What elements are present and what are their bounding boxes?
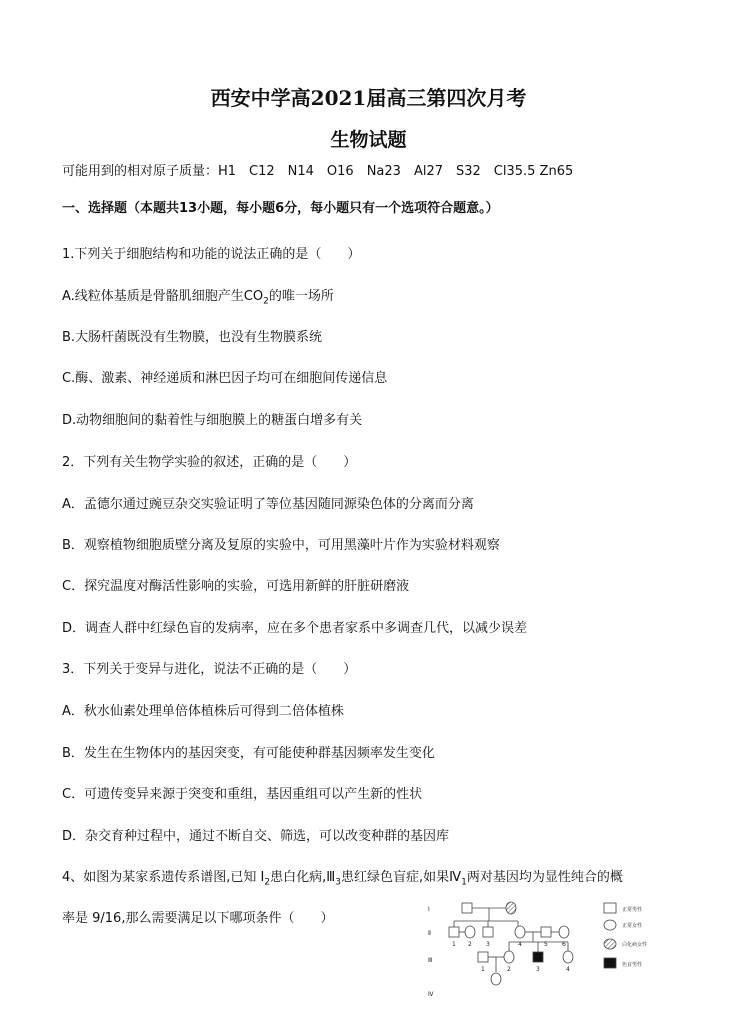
- gen-label-4: Ⅳ: [428, 991, 434, 998]
- q3-option-b: B．发生在生物体内的基因突变，有可能使种群基因频率发生变化: [62, 746, 435, 761]
- legend-normal-female-symbol: [604, 920, 616, 930]
- q4-text-1: 4、如图为某家系遗传系谱图,已知 Ⅰ: [62, 870, 265, 885]
- q1-option-b: B.大肠杆菌既没有生物膜，也没有生物膜系统: [62, 330, 323, 345]
- gen2-num-1: 1: [452, 941, 456, 948]
- q4-sub-2: 3: [335, 877, 341, 888]
- gen3-female-4: [563, 951, 573, 963]
- q4-text-4: 两对基因均为显性纯合的概: [466, 870, 623, 885]
- q1-option-a-text: A.线粒体基质是骨骼肌细胞产生CO: [62, 289, 264, 304]
- q4-stem-line1: [62, 866, 623, 888]
- legend-colorblind-male-symbol: [604, 958, 616, 968]
- gen3-num-4: 4: [566, 966, 570, 973]
- gen2-num-4: 4: [518, 941, 522, 948]
- gen1-male: [462, 903, 472, 913]
- q2-option-c: C．探究温度对酶活性影响的实验，可选用新鲜的肝脏研磨液: [62, 579, 410, 594]
- gen2-male-1: [449, 927, 459, 937]
- gen2-male-5: [541, 927, 551, 937]
- gen-label-1: Ⅰ: [428, 906, 430, 913]
- gen2-num-3: 3: [486, 941, 490, 948]
- q4-stem-line2: 率是 9/16,那么需要满足以下哪项条件（ ）: [62, 911, 334, 926]
- q1-option-a-tail: 的唯一场所: [268, 289, 334, 304]
- gen-label-3: Ⅲ: [428, 957, 433, 964]
- q1-option-d: D.动物细胞间的黏着性与细胞膜上的糖蛋白增多有关: [62, 413, 363, 428]
- gen3-num-1: 1: [481, 966, 485, 973]
- legend-normal-female: 正常女性: [622, 923, 643, 929]
- gen3-colorblind-male-3: [533, 952, 543, 962]
- q1-option-a: [62, 285, 334, 307]
- gen3-num-3: 3: [536, 966, 540, 973]
- gen2-female-6: [559, 926, 569, 938]
- legend-normal-male-symbol: [604, 903, 616, 913]
- exam-subtitle: 生物试题: [330, 129, 407, 151]
- gen2-female-2: [465, 926, 475, 938]
- gen2-male-3: [483, 927, 493, 937]
- section-heading: 一、选择题（本题共13小题，每小题6分，每小题只有一个选项符合题意。）: [62, 201, 499, 216]
- q3-stem: 3．下列关于变异与进化，说法不正确的是（ ）: [62, 662, 357, 677]
- q4-sub-3: 1: [461, 877, 467, 888]
- q4-text-3: 患红绿色盲症,如果Ⅳ: [340, 870, 462, 885]
- q2-option-b: B．观察植物细胞质壁分离及复原的实验中，可用黑藻叶片作为实验材料观察: [62, 538, 500, 553]
- gen3-female-2: [504, 951, 514, 963]
- legend-colorblind-male: 色盲男性: [622, 962, 643, 968]
- q1-option-c: C.酶、激素、神经递质和淋巴因子均可在细胞间传递信息: [62, 371, 388, 386]
- q1-option-a-sub: 2: [263, 296, 269, 307]
- atomic-masses: 可能用到的相对原子质量：H1 C12 N14 O16 Na23 Al27 S32 Cl35.5 Zn65: [62, 164, 574, 179]
- q3-option-c: C．可遗传变异来源于突变和重组，基因重组可以产生新的性状: [62, 787, 423, 802]
- gen1-affected-female: [506, 902, 516, 914]
- q2-stem: 2．下列有关生物学实验的叙述，正确的是（ ）: [62, 455, 357, 470]
- exam-title: 西安中学高2021届高三第四次月考: [210, 86, 527, 110]
- q4-sub-1: 2: [264, 877, 271, 888]
- gen3-num-2: 2: [507, 966, 511, 973]
- legend-albinism-female-symbol: [604, 939, 616, 949]
- q1-stem: 1.下列关于细胞结构和功能的说法正确的是（ ）: [62, 247, 361, 262]
- gen2-female-4: [515, 926, 525, 938]
- q3-option-d: D．杂交育种过程中，通过不断自交、筛选，可以改变种群的基因库: [62, 829, 450, 844]
- legend-albinism-female: 白化病女性: [622, 942, 648, 948]
- gen2-num-5: 5: [544, 941, 548, 948]
- gen2-num-6: 6: [562, 941, 566, 948]
- legend-normal-male: 正常男性: [622, 907, 643, 913]
- pedigree-chart: [420, 890, 660, 1018]
- q2-option-d: D．调查人群中红绿色盲的发病率，应在多个患者家系中多调查几代，以减少误差: [62, 621, 528, 636]
- q4-text-2: 患白化病,Ⅲ: [270, 870, 336, 885]
- q2-option-a: A．孟德尔通过豌豆杂交实验证明了等位基因随同源染色体的分离而分离: [62, 497, 474, 512]
- q3-option-a: A．秋水仙素处理单倍体植株后可得到二倍体植株: [62, 704, 344, 719]
- gen-label-2: Ⅱ: [428, 930, 431, 937]
- gen2-num-2: 2: [468, 941, 472, 948]
- gen4-female-1: [491, 973, 501, 985]
- gen3-male-1: [478, 952, 488, 962]
